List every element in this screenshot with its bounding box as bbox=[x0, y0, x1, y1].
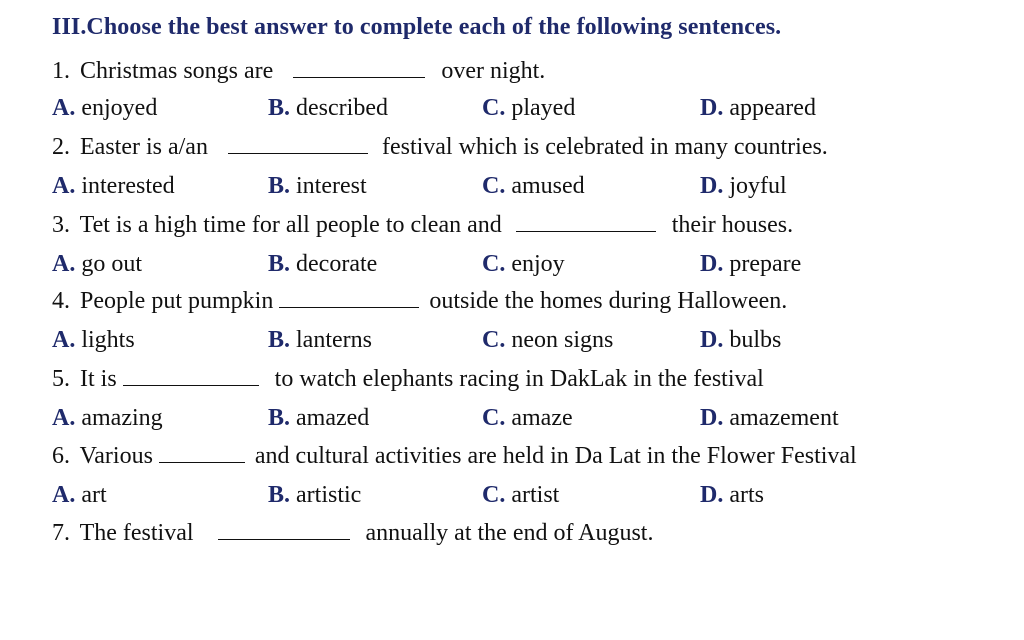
option-letter: A. bbox=[52, 95, 76, 121]
option-letter: A. bbox=[52, 251, 76, 277]
option-text: enjoyed bbox=[81, 95, 158, 121]
question-text-before: Christmas songs are bbox=[80, 58, 274, 84]
question-text-after: annually at the end of August. bbox=[365, 520, 654, 546]
option-letter: C. bbox=[482, 405, 506, 431]
question-number: 1. bbox=[52, 58, 70, 84]
question-4 bbox=[52, 286, 787, 316]
option-b bbox=[268, 249, 377, 279]
option-letter: B. bbox=[268, 95, 291, 121]
option-d bbox=[700, 480, 764, 510]
option-text: decorate bbox=[296, 251, 378, 277]
question-3 bbox=[52, 210, 793, 240]
option-letter: B. bbox=[268, 482, 291, 508]
option-c bbox=[482, 93, 575, 123]
option-text: amazement bbox=[729, 405, 839, 431]
option-text: lights bbox=[81, 327, 135, 353]
question-text-after: outside the homes during Halloween. bbox=[429, 288, 788, 314]
option-text: amused bbox=[511, 173, 585, 199]
option-text: go out bbox=[81, 251, 143, 277]
option-a bbox=[52, 325, 135, 355]
option-a bbox=[52, 171, 175, 201]
option-a bbox=[52, 480, 107, 510]
option-text: artistic bbox=[296, 482, 362, 508]
answer-blank bbox=[516, 211, 656, 232]
question-text-before: It is bbox=[80, 366, 117, 392]
option-text: lanterns bbox=[296, 327, 372, 353]
question-text-after: to watch elephants racing in DakLak in the festival bbox=[274, 366, 764, 392]
answer-blank bbox=[228, 133, 368, 154]
option-d bbox=[700, 171, 787, 201]
option-b bbox=[268, 171, 367, 201]
option-b bbox=[268, 93, 388, 123]
question-number: 5. bbox=[52, 366, 70, 392]
option-d bbox=[700, 93, 816, 123]
option-text: bulbs bbox=[729, 327, 782, 353]
question-7 bbox=[52, 518, 653, 548]
question-2 bbox=[52, 132, 828, 162]
option-text: artist bbox=[511, 482, 560, 508]
option-letter: A. bbox=[52, 173, 76, 199]
question-number: 7. bbox=[52, 520, 70, 546]
option-letter: D. bbox=[700, 251, 724, 277]
option-letter: D. bbox=[700, 327, 724, 353]
option-d bbox=[700, 325, 781, 355]
option-c bbox=[482, 403, 573, 433]
question-number: 2. bbox=[52, 134, 70, 160]
option-b bbox=[268, 480, 361, 510]
option-text: art bbox=[81, 482, 107, 508]
option-c bbox=[482, 249, 565, 279]
option-letter: B. bbox=[268, 405, 291, 431]
option-text: joyful bbox=[729, 173, 787, 199]
question-text-after: and cultural activities are held in Da Lat in the Flower Festival bbox=[254, 443, 857, 469]
option-text: played bbox=[511, 95, 576, 121]
question-text-before: The festival bbox=[79, 520, 194, 546]
answer-blank bbox=[279, 287, 419, 308]
answer-blank bbox=[293, 57, 425, 78]
option-letter: A. bbox=[52, 405, 76, 431]
option-c bbox=[482, 171, 585, 201]
option-text: appeared bbox=[729, 95, 816, 121]
option-c bbox=[482, 325, 613, 355]
option-text: interested bbox=[81, 173, 175, 199]
question-text-after: their houses. bbox=[671, 212, 794, 238]
question-1 bbox=[52, 56, 545, 86]
answer-blank bbox=[218, 519, 350, 540]
option-text: amazing bbox=[81, 405, 163, 431]
question-text-before: People put pumpkin bbox=[80, 288, 274, 314]
option-letter: C. bbox=[482, 482, 506, 508]
question-6 bbox=[52, 441, 857, 471]
option-text: described bbox=[296, 95, 388, 121]
question-text-after: over night. bbox=[441, 58, 546, 84]
option-text: neon signs bbox=[511, 327, 614, 353]
option-d bbox=[700, 403, 839, 433]
option-text: prepare bbox=[729, 251, 802, 277]
option-letter: B. bbox=[268, 327, 291, 353]
option-letter: B. bbox=[268, 251, 291, 277]
option-b bbox=[268, 403, 369, 433]
option-a bbox=[52, 403, 163, 433]
option-letter: C. bbox=[482, 251, 506, 277]
question-text-before: Easter is a/an bbox=[80, 134, 208, 160]
option-d bbox=[700, 249, 801, 279]
question-text-before: Tet is a high time for all people to clean and bbox=[79, 212, 502, 238]
option-text: amazed bbox=[296, 405, 370, 431]
option-letter: C. bbox=[482, 327, 506, 353]
option-c bbox=[482, 480, 559, 510]
option-letter: C. bbox=[482, 173, 506, 199]
option-b bbox=[268, 325, 372, 355]
exercise-heading: III.Choose the best answer to complete each of the following sentences. bbox=[52, 14, 782, 40]
question-text-before: Various bbox=[79, 443, 153, 469]
option-letter: D. bbox=[700, 482, 724, 508]
option-text: enjoy bbox=[511, 251, 565, 277]
option-a bbox=[52, 249, 142, 279]
answer-blank bbox=[123, 365, 259, 386]
option-letter: C. bbox=[482, 95, 506, 121]
answer-blank bbox=[159, 442, 245, 463]
option-letter: D. bbox=[700, 95, 724, 121]
question-5 bbox=[52, 364, 764, 394]
option-letter: B. bbox=[268, 173, 291, 199]
option-letter: D. bbox=[700, 173, 724, 199]
question-number: 4. bbox=[52, 288, 70, 314]
question-number: 3. bbox=[52, 212, 70, 238]
option-letter: A. bbox=[52, 482, 76, 508]
option-a bbox=[52, 93, 157, 123]
question-number: 6. bbox=[52, 443, 70, 469]
option-text: interest bbox=[296, 173, 367, 199]
question-text-after: festival which is celebrated in many countries. bbox=[381, 134, 828, 160]
option-letter: D. bbox=[700, 405, 724, 431]
option-text: arts bbox=[729, 482, 764, 508]
option-letter: A. bbox=[52, 327, 76, 353]
option-text: amaze bbox=[511, 405, 573, 431]
